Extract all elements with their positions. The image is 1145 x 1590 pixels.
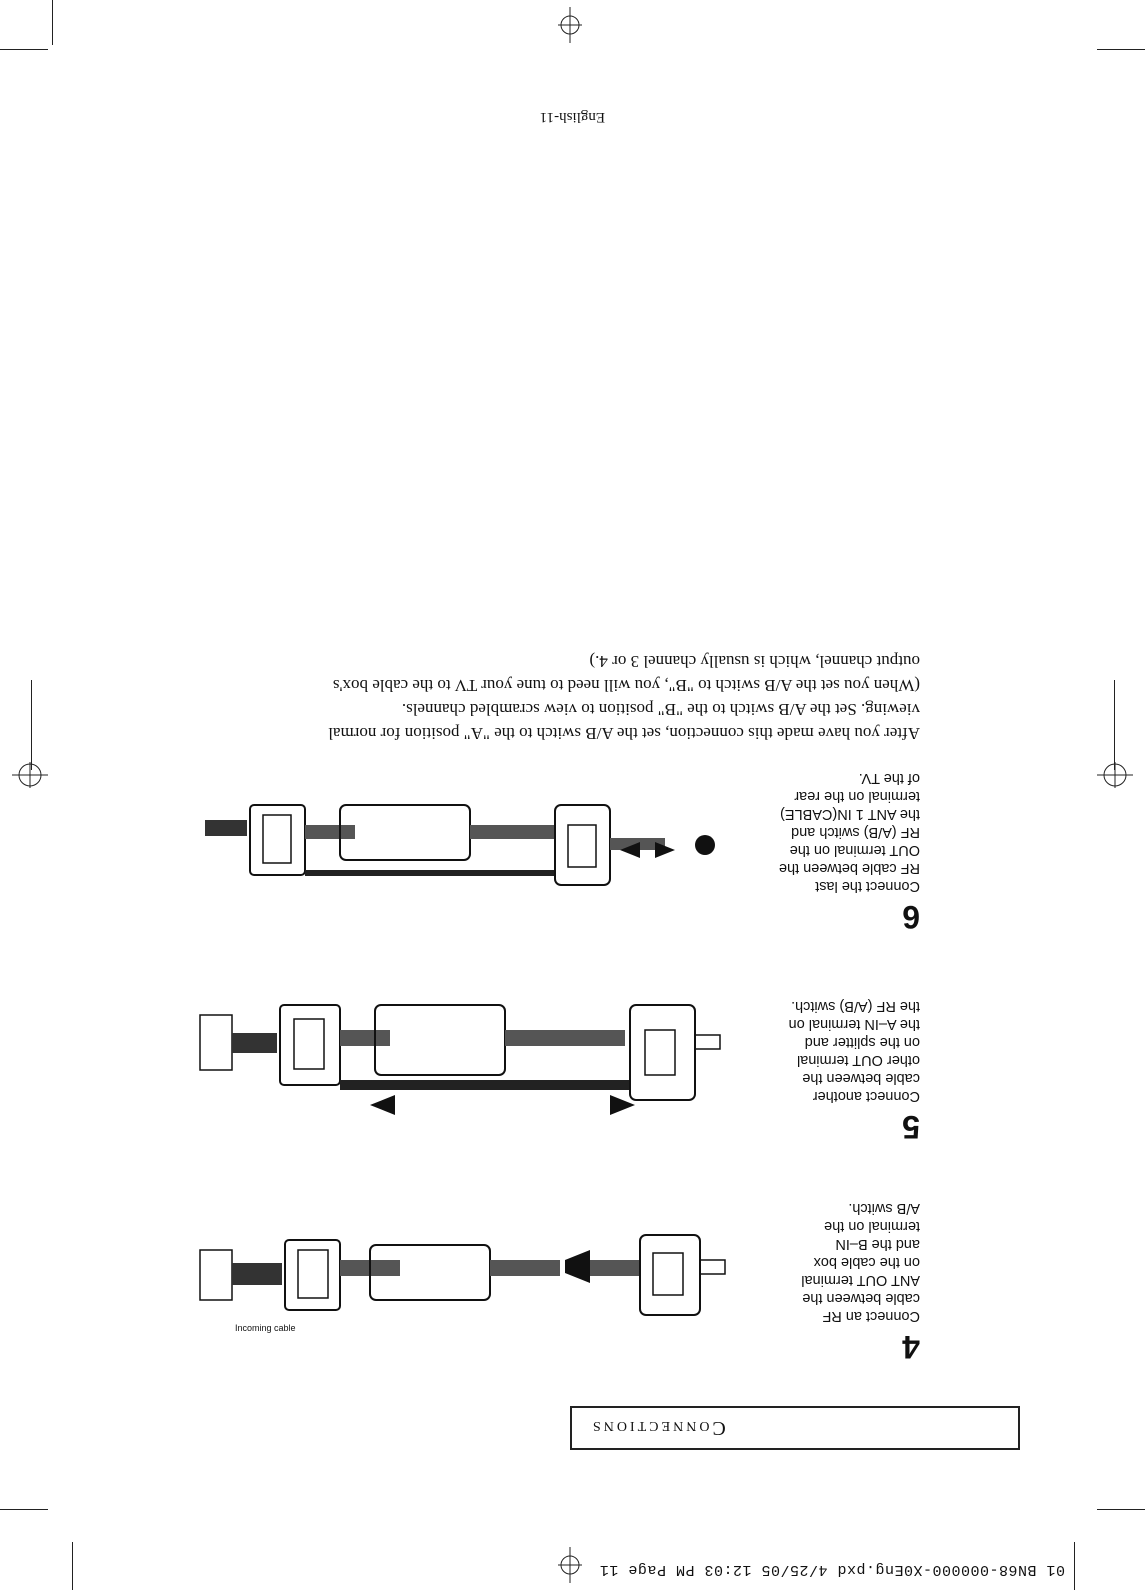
incoming-cable-label: Incoming cable: [235, 1323, 296, 1333]
paragraph-line: After you have made this connection, set the A/B switch to the "A" position for normal: [328, 724, 920, 743]
print-slug: 01 BN68-000000-X0Eng.pxd 4/25/05 12:03 PM Page 11: [599, 1561, 1065, 1578]
page-footer: English-11: [539, 109, 605, 125]
step-5-number: 5: [902, 1109, 920, 1145]
incoming-cable-connector: [200, 1250, 232, 1300]
registration-mark-icon: [1095, 760, 1135, 790]
crop-mark: [31, 680, 32, 770]
paragraph-line: viewing. Set the A/B switch to the "B" position to view scrambled channels.: [401, 700, 920, 719]
crop-mark: [1114, 680, 1115, 770]
arrow-icon: [565, 1250, 590, 1283]
crop-mark: [1097, 1509, 1145, 1510]
step-6-number: 6: [902, 899, 920, 935]
arrow-icon: [370, 1095, 395, 1115]
crop-mark: [72, 1542, 73, 1590]
section-header-box: [570, 1406, 1020, 1450]
crop-mark: [0, 1509, 48, 1510]
section-header: Connections: [590, 1417, 726, 1439]
crop-mark: [1097, 49, 1145, 50]
step-5-connection-diagram: [195, 975, 735, 1135]
registration-mark-icon: [10, 760, 50, 790]
paragraph-line: (When you set the A/B switch to "B", you will need to tune your TV to the cable box's: [332, 676, 920, 695]
step-4-text: Connect an RF cable between the ANT OUT terminal on the cable box and the B–IN terminal on the A/B switch.: [801, 1200, 920, 1324]
registration-mark-icon: [555, 5, 585, 45]
cable-segment: [490, 1260, 560, 1276]
step-4-number: 4: [902, 1329, 920, 1365]
instruction-paragraph: [220, 649, 920, 745]
registration-mark-icon: [555, 1545, 585, 1585]
rf-switch-body: [640, 1235, 700, 1315]
paragraph-line: output channel, which is usually channel 3 or 4.): [589, 652, 920, 671]
step-4-connection-diagram: [195, 1205, 735, 1355]
cable-segment: [590, 1260, 640, 1276]
incoming-cable: [232, 1263, 282, 1285]
crop-mark: [0, 49, 48, 50]
step-6-text: Connect the last RF cable between the OUT terminal on the RF (A/B) switch and the ANT 1 IN(CABLE) terminal on the rear of the TV.: [778, 770, 920, 894]
tv-rear-terminal-icon: [695, 835, 715, 855]
step-5-text: Connect another cable between the other OUT terminal on the splitter and the A–IN terminal on the RF (A/B) switch.: [788, 998, 920, 1104]
crop-mark: [52, 0, 53, 45]
crop-mark: [1074, 1542, 1075, 1590]
step-6-connection-diagram: [195, 770, 735, 930]
